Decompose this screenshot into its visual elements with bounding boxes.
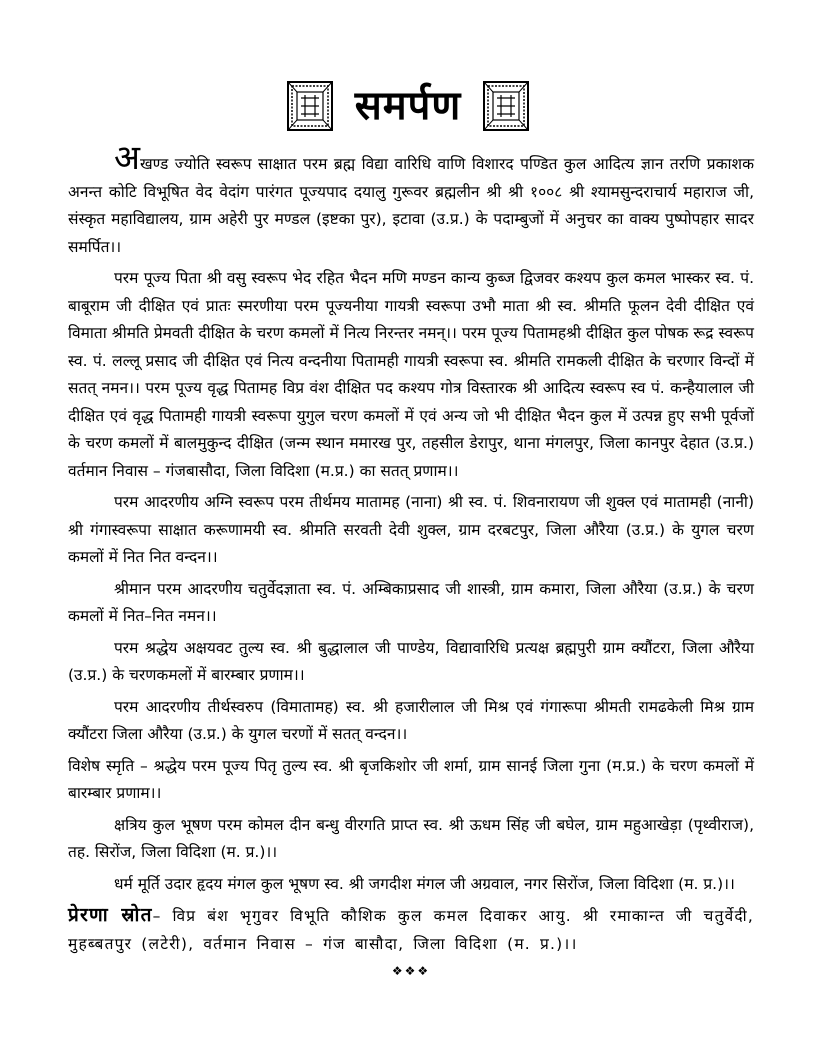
paragraph-udham-singh: क्षत्रिय कुल भूषण परम कोमल दीन बन्धु वीरगति प्राप्त स्व. श्री ऊधम सिंह जी बघेल, ग्राम महुआखेड़ा (पृथ्वीराज), तह. सिरोंज, जिला विदिशा (म. प्र.)।। (68, 815, 754, 861)
end-ornament: ❖❖❖ (391, 964, 431, 978)
inspiration-label: प्रेरणा स्रोत (68, 904, 153, 926)
paragraph-buddhalal: परम श्रद्धेय अक्षयवट तुल्य स्व. श्री बुद्धालाल जी पाण्डेय, विद्यावारिधि प्रत्यक्ष ब्रह्मपुरी ग्राम क्यौंटरा, जिला औरैया (उ.प्र.) के चरणकमलों में बारम्बार प्रणाम।। (68, 638, 754, 684)
paragraph-special-memory: विशेष स्मृति – श्रद्धेय परम पूज्य पितृ तुल्य स्व. श्री बृजकिशोर जी शर्मा, ग्राम सानई जिला गुना (म.प्र.) के चरण कमलों में बारम्बार प्रणाम।। (68, 756, 754, 802)
page-title: समर्पण (354, 82, 462, 129)
paragraph-inspiration (68, 902, 754, 958)
paragraph-maternal-grandparents: परम आदरणीय अग्नि स्वरूप परम तीर्थमय मातामह (नाना) श्री स्व. पं. शिवनारायण जी शुक्ल एवं मातामही (नानी) श्री गंगास्वरूपा साक्षात करूणामयी स्व. श्रीमति सरवती देवी शुक्ल, ग्राम दरबटपुर, जिला औरैया (उ.प्र.) के युगल चरण कमलों में नित नित वन्दन।। (68, 493, 754, 566)
drop-initial: अ (114, 138, 140, 178)
paragraph-text: खण्ड ज्योति स्वरूप साक्षात परम ब्रह्म विद्या वारिधि वाणि विशारद पण्डित कुल आदित्य ज्ञान तरणि प्रकाशक अनन्त कोटि विभूषित वेद वेदांग पारंगत पूज्यपाद दयालु गुरूवर ब्रह्मलीन श्री श्री १००८ श्री श्यामसुन्दराचार्य महाराज जी, संस्कृत महाविद्यालय, ग्राम अहेरी पुर मण्डल (इष्टका पुर), इटावा (उ.प्र.) के पदाम्बुजों में अनुचर का वाक्य पुष्पोपहार सादर समर्पित।। (68, 155, 754, 256)
paragraph-text: – विप्र बंश भृगुवर विभूति कौशिक कुल कमल दिवाकर आयु. श्री रमाकान्त जी चतुर्वेदी, मुहब्बतपुर (लटेरी), वर्तमान निवास – गंज बासौदा, जिला विदिशा (म. प्र.)।। (68, 907, 754, 953)
page-header (0, 78, 816, 134)
paragraph-hazarilal: परम आदरणीय तीर्थस्वरुप (विमातामह) स्व. श्री हजारीलाल जी मिश्र एवं गंगारूपा श्रीमती रामढकेली मिश्र ग्राम क्यौंटरा जिला औरैया (उ.प्र.) के युगल चरणों में सतत् वन्दन।। (68, 697, 754, 743)
ornate-frame-icon (483, 81, 529, 131)
paragraph-ambikaprasad: श्रीमान परम आदरणीय चतुर्वेदज्ञाता स्व. पं. अम्बिकाप्रसाद जी शास्त्री, ग्राम कमारा, जिला औरैया (उ.प्र.) के चरण कमलों में नित–नित नमन।। (68, 579, 754, 625)
ornate-frame-icon (287, 81, 333, 131)
paragraph-parents: परम पूज्य पिता श्री वसु स्वरूप भेद रहित भैदन मणि मण्डन कान्य कुब्ज द्विजवर कश्यप कुल कमल भास्कर स्व. पं. बाबूराम जी दीक्षित एवं प्रातः स्मरणीया परम पूज्यनीया गायत्री स्वरूपा उभौ माता श्री स्व. श्रीमति फूलन देवी दीक्षित एवं विमाता श्रीमति प्रेमवती दीक्षित के चरण कमलों में नित्य निरन्तर नमन्।। परम पूज्य पितामहश्री दीक्षित कुल पोषक रूद्र स्वरूप स्व. पं. लल्लू प्रसाद जी दीक्षित एवं नित्य वन्दनीया पितामही गायत्री स्वरूपा स्व. श्रीमति रामकली दीक्षित के चरणार विन्दों में सतत् नमन।। परम पूज्य वृद्ध पितामह विप्र वंश दीक्षित पद कश्यप गोत्र विस्तारक श्री आदित्य स्वरूप स्व पं. कन्हैयालाल जी दीक्षित एवं वृद्ध पितामही गायत्री स्वरूपा युगुल चरण कमलों में एवं अन्य जो भी दीक्षित भैदन कुल में उत्पन्न हुए सभी पूर्वजों के चरण कमलों में बालमुकुन्द दीक्षित (जन्म स्थान ममारख पुर, तहसील डेरापुर, थाना मंगलपुर, जिला कानपुर देहात (उ.प्र.) वर्तमान निवास – गंजबासौदा, जिला विदिशा (म.प्र.) का सतत् प्रणाम।। (68, 269, 754, 480)
paragraph-guru (68, 138, 754, 261)
dedication-body (68, 138, 754, 990)
paragraph-jagdish-mangal: धर्म मूर्ति उदार हृदय मंगल कुल भूषण स्व. श्री जगदीश मंगल जी अग्रवाल, नगर सिरोंज, जिला विदिशा (म. प्र.)।। (114, 874, 735, 893)
